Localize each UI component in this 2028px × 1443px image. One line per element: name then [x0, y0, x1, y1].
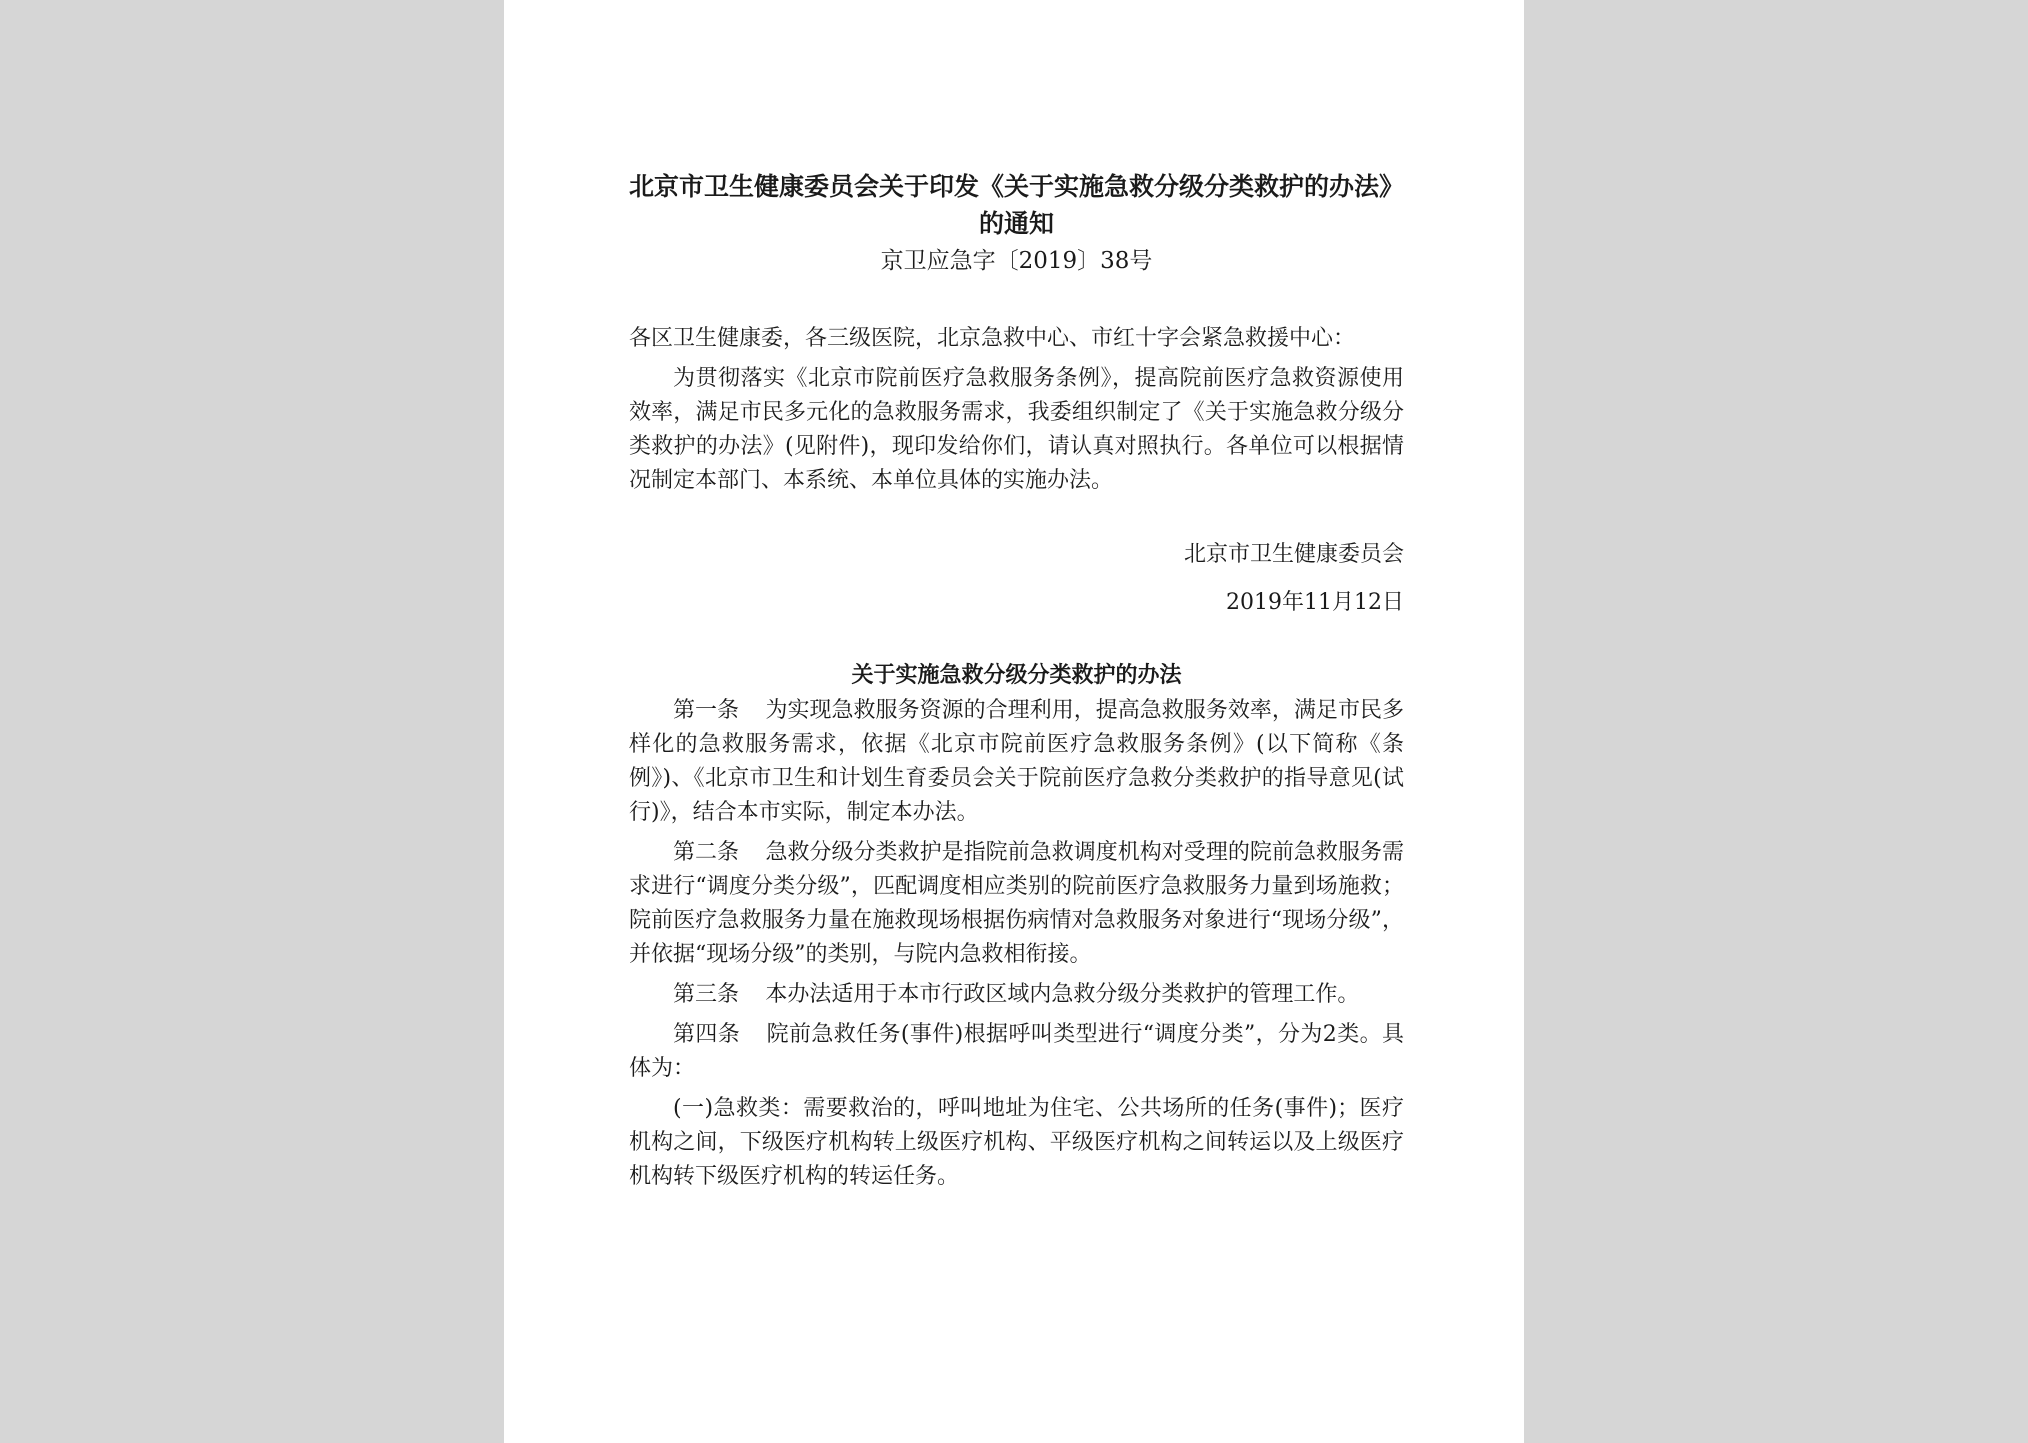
notice-title: 北京市卫生健康委员会关于印发《关于实施急救分级分类救护的办法》的通知 [629, 172, 1405, 238]
article-3 [629, 978, 1404, 1012]
issue-date: 2019年11月12日 [1226, 590, 1404, 615]
document-number: 京卫应急字〔2019〕38号 [880, 248, 1153, 274]
attachment-title: 关于实施急救分级分类救护的办法 [851, 662, 1182, 688]
article-1 [629, 694, 1404, 830]
article-4 [629, 1018, 1404, 1086]
article-4-item-1: (一)急救类：需要救治的，呼叫地址为住宅、公共场所的任务(事件)；医疗机构之间，下级医疗机构转上级医疗机构、平级医疗机构之间转运以及上级医疗机构转下级医疗机构的转运任务。 [629, 1096, 1404, 1189]
article-text: 为实现急救服务资源的合理利用，提高急救服务效率，满足市民多样化的急救服务需求，依据《北京市院前医疗急救服务条例》(以下简称《条例》)、《北京市卫生和计划生育委员会关于院前医疗急救分类救护的指导意见(试行)》，结合本市实际，制定本办法。 [629, 698, 1404, 825]
article-label: 第三条 [673, 982, 740, 1007]
document-page [504, 0, 1524, 1443]
article-label: 第二条 [673, 840, 740, 865]
article-text: 急救分级分类救护是指院前急救调度机构对受理的院前急救服务需求进行“调度分类分级”，匹配调度相应类别的院前医疗急救服务力量到场施救；院前医疗急救服务力量在施救现场根据伤病情对急救服务对象进行“现场分级”，并依据“现场分级”的类别，与院内急救相衔接。 [629, 840, 1404, 967]
article-text: 院前急救任务(事件)根据呼叫类型进行“调度分类”，分为2类。具体为： [629, 1022, 1404, 1081]
signer-organization: 北京市卫生健康委员会 [1183, 542, 1404, 567]
article-label: 第一条 [673, 698, 740, 723]
article-2 [629, 836, 1404, 972]
article-label: 第四条 [673, 1022, 741, 1047]
recipients-line: 各区卫生健康委，各三级医院，北京急救中心、市红十字会紧急救援中心： [629, 326, 1356, 351]
article-text: 本办法适用于本市行政区域内急救分级分类救护的管理工作。 [765, 982, 1360, 1007]
notice-body: 为贯彻落实《北京市院前医疗急救服务条例》，提高院前医疗急救资源使用效率，满足市民多元化的急救服务需求，我委组织制定了《关于实施急救分级分类救护的办法》(见附件)，现印发给你们，请认真对照执行。各单位可以根据情况制定本部门、本系统、本单位具体的实施办法。 [629, 366, 1404, 493]
document-content [629, 168, 1404, 1194]
